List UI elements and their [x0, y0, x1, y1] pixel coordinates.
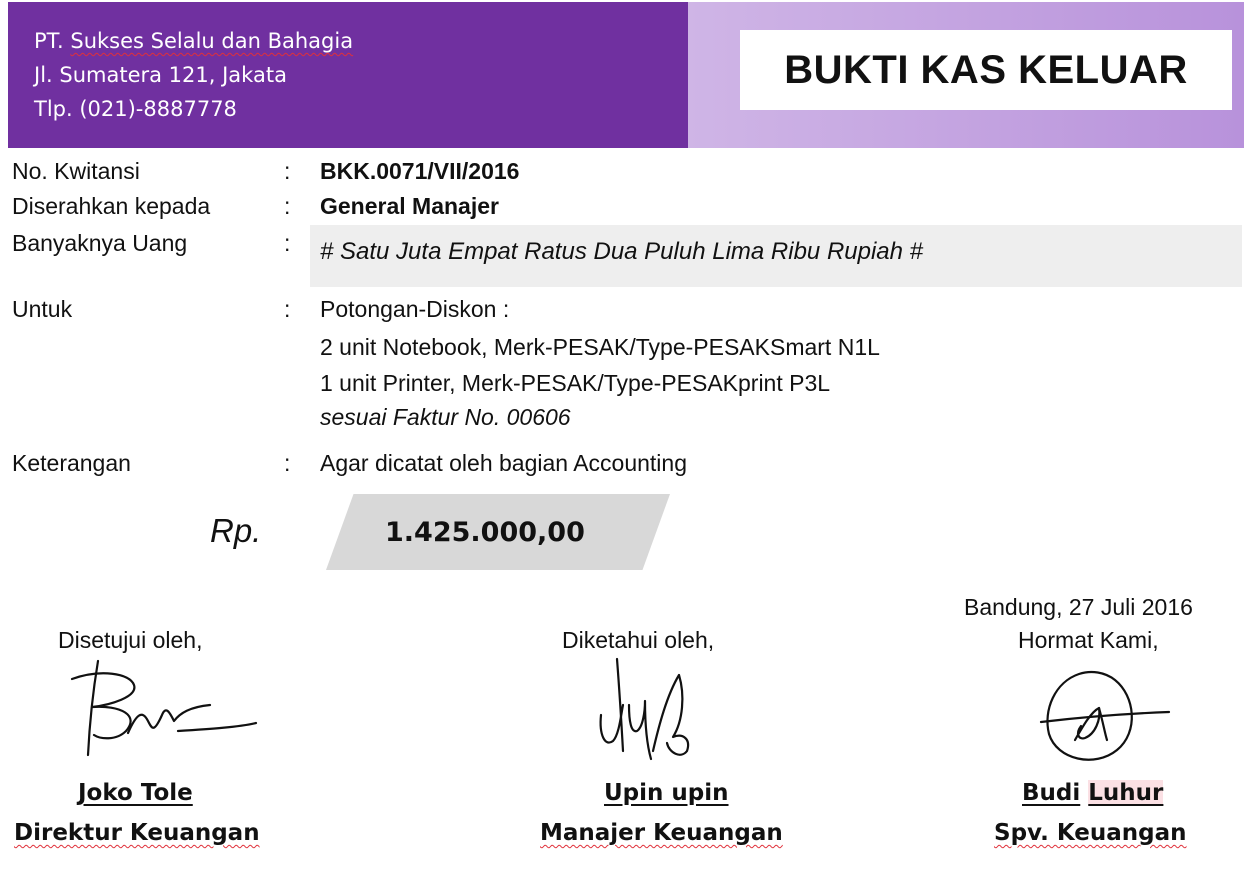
label-diserahkan: Diserahkan kepada — [12, 193, 211, 219]
value-no-kwitansi: BKK.0071/VII/2016 — [320, 158, 520, 184]
caption-diketahui: Diketahui oleh, — [562, 627, 715, 653]
value-keterangan: Agar dicatat oleh bagian Accounting — [320, 450, 687, 476]
value-banyaknya: # Satu Juta Empat Ratus Dua Puluh Lima Ribu Rupiah # — [320, 238, 924, 265]
signature-budi-luhur — [1035, 660, 1175, 770]
caption-disetujui: Disetujui oleh, — [58, 627, 203, 653]
signer-title-1: Direktur Keuangan — [14, 820, 260, 846]
company-name: PT. Sukses Selalu dan Bahagia — [34, 29, 354, 53]
signer-title-2: Manajer Keuangan — [540, 820, 783, 846]
colon: : — [284, 230, 291, 256]
signer-title-3: Spv. Keuangan — [994, 820, 1187, 846]
currency-label: Rp. — [210, 512, 262, 549]
signer-name-2: Upin upin — [604, 780, 729, 806]
caption-hormat-kami: Hormat Kami, — [1018, 627, 1159, 653]
value-diserahkan: General Manajer — [320, 193, 499, 219]
colon: : — [284, 193, 291, 219]
label-untuk: Untuk — [12, 296, 73, 322]
signer-name-3-first: Budi — [1022, 780, 1081, 806]
colon: : — [284, 158, 291, 184]
place-date: Bandung, 27 Juli 2016 — [964, 594, 1193, 620]
company-header — [8, 2, 688, 148]
title-box — [740, 30, 1232, 110]
title-panel — [688, 2, 1244, 148]
untuk-line-1: Potongan-Diskon : — [320, 296, 510, 322]
signature-joko-tole — [70, 655, 260, 765]
signer-name-3 — [1022, 780, 1163, 806]
company-name-text: Sukses Selalu dan Bahagia — [70, 29, 354, 53]
colon: : — [284, 296, 291, 322]
total-amount: 1.425.000,00 — [385, 517, 585, 548]
colon: : — [284, 450, 291, 476]
untuk-line-3: 1 unit Printer, Merk-PESAK/Type-PESAKprint P3L — [320, 370, 831, 396]
company-address: Jl. Sumatera 121, Jakata — [34, 63, 287, 87]
label-banyaknya: Banyaknya Uang — [12, 230, 188, 256]
document-title: BUKTI KAS KELUAR — [784, 47, 1188, 92]
label-keterangan: Keterangan — [12, 450, 131, 476]
signature-upin-upin — [595, 655, 705, 765]
label-no-kwitansi: No. Kwitansi — [12, 158, 140, 184]
untuk-line-2: 2 unit Notebook, Merk-PESAK/Type-PESAKSmart N1L — [320, 334, 880, 360]
untuk-line-4: sesuai Faktur No. 00606 — [320, 404, 571, 430]
signer-name-1: Joko Tole — [78, 780, 193, 806]
signer-name-3-last: Luhur — [1088, 780, 1164, 806]
company-info — [34, 24, 353, 126]
company-phone: Tlp. (021)-8887778 — [34, 97, 237, 121]
